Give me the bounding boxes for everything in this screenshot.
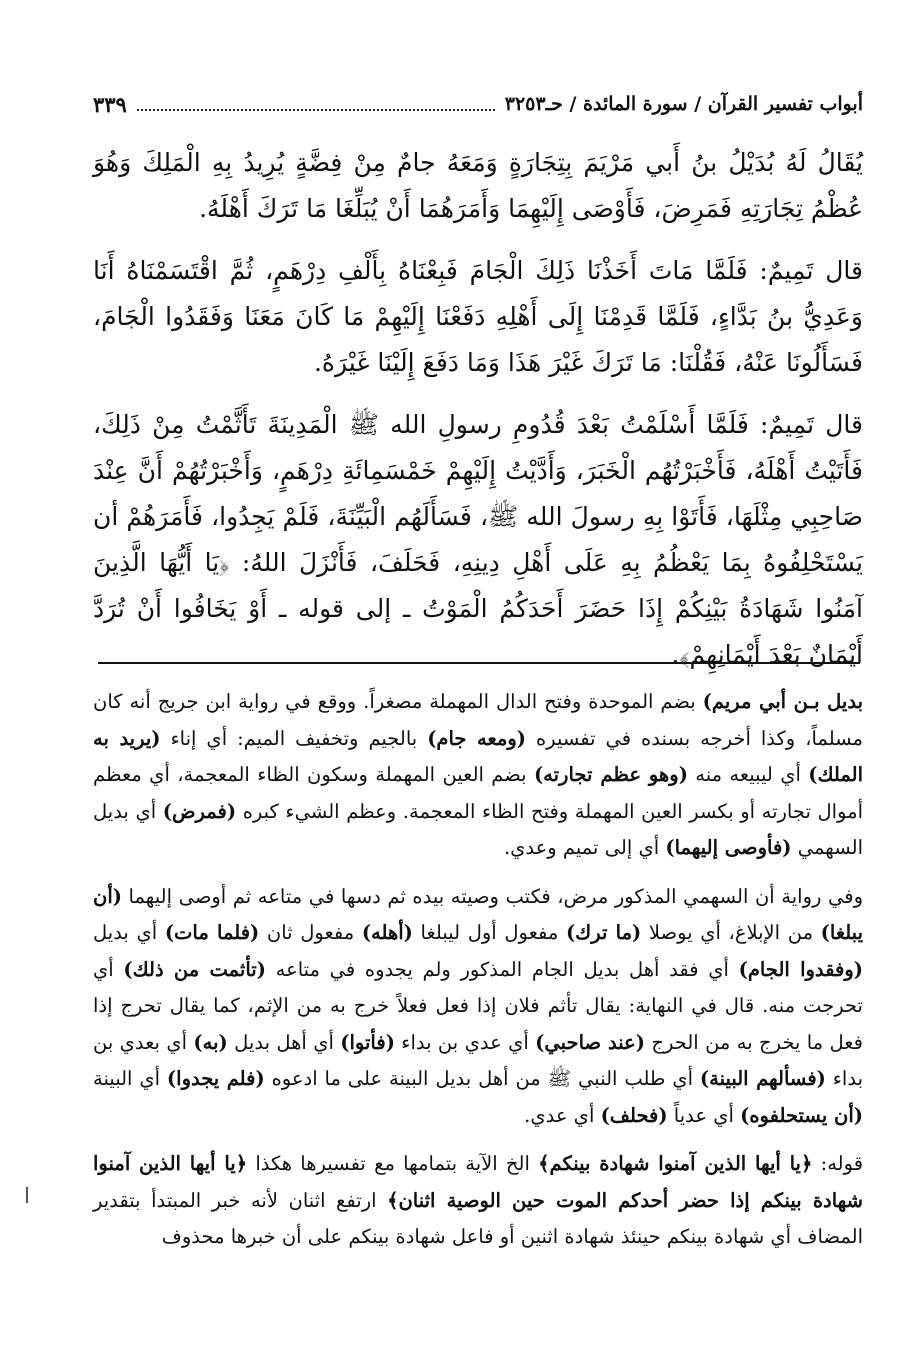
- bold-term: (ما ترك): [565, 921, 642, 944]
- commentary-run: أي بعدي بن بداء: [93, 1030, 864, 1090]
- bold-term: (وفقدوا الجام): [738, 957, 863, 981]
- commentary-run: بضم العين المهملة وسكون الظاء المعجمة، أي معظم أموال تجارته أو بكسر العين المهملة وفتح الظاء المعجمة. وعظم الشيء كبره: [93, 763, 863, 823]
- hadith-text: [93, 140, 863, 694]
- commentary-run: بضم الموحدة وفتح الدال المهملة مصغراً. ووقع في رواية ابن جريج أنه كان مسلماً، وكذا أخرجه بسنده في تفسيره: [93, 690, 863, 750]
- commentary-paragraph: [93, 1146, 863, 1256]
- commentary-run: أي بديل: [93, 921, 165, 944]
- bold-term: ﴿يا أيها الذين آمنوا شهادة بينكم﴾: [538, 1152, 813, 1175]
- bold-term: (فلم يجدوا): [166, 1067, 265, 1090]
- bold-term: (فلما مات): [164, 921, 260, 944]
- page-number: ٣٣٩: [93, 91, 127, 117]
- hadith-paragraph: قال تَمِيمٌ: فَلَمَّا أَسْلَمْتُ بَعْدَ قُدُومِ رسولِ الله ﷺ الْمَدِينَةَ تَأَثَّمْتُ مِنْ ذَلِكَ، فَأَتَيْتُ أَهْلَهُ، فَأَخْبَرْتُهُم الْخَبَرَ، وَأَدَّيْتُ إِلَيْهِمْ خَمْسَمِائَةِ دِرْهَمٍ، وَأَخْبَرْتُهُمْ أَنَّ عِنْدَ صَاحِبِي مِثْلَهَا، فَأَتَوْا بِهِ رسولَ الله ﷺ، فَسَأَلَهُم الْبَيِّنَةَ، فَلَمْ يَجِدُوا، فَأَمَرَهُمْ أن يَسْتَحْلِفُوهُ بِمَا يَعْظُمُ بِهِ عَلَى أَهْلِ دِينِهِ، فَحَلَفَ، فَأَنْزَلَ اللهُ: ﴿يَا أَيُّهَا الَّذِينَ آمَنُوا شَهَادَةُ بَيْنِكُمْ إِذَا حَضَرَ أَحَدَكُمُ الْمَوْتُ ـ إلى قوله ـ أَوْ يَخَافُوا أَنْ تُرَدَّ أَيْمَانٌ بَعْدَ أَيْمَانِهِمْ﴾.: [93, 410, 863, 669]
- bold-term: بديل بـن أبي مريم): [702, 690, 863, 713]
- hadith-paragraph: يُقَالُ لَهُ بُدَيْلُ بنُ أَبي مَرْيَمَ بِتِجَارَةٍ وَمَعَهُ جامٌ مِنْ فِضَّةٍ يُرِيدُ بِهِ الْمَلِكَ وَهُوَ عُظْمُ تِجَارَتِهِ فَمَرِضَ، فَأَوْصَى إِلَيْهِمَا وَأَمَرَهُمَا أَنْ يُبَلِّغَا مَا تَرَكَ أَهْلَهُ.: [93, 148, 863, 223]
- bold-term: (ومعه جام): [427, 726, 526, 750]
- bold-term: (أن يستحلفوه): [740, 1103, 863, 1127]
- bold-term: (به): [193, 1030, 228, 1054]
- bold-term: (تأثمت من ذلك): [123, 957, 266, 981]
- leader-dots: [137, 109, 495, 111]
- commentary-run: أي البينة: [93, 1067, 167, 1090]
- commentary-run: من الإبلاغ، أي يوصلا: [641, 921, 821, 944]
- hadith-paragraph: قال تَمِيمٌ: فَلَمَّا مَاتَ أَخَذْنَا ذَلِكَ الْجَامَ فَبِعْنَاهُ بِأَلْفِ دِرْهَمٍ، ثُمَّ اقْتَسَمْنَاهُ أَنَا وَعَدِيُّ بنُ بَدَّاءٍ، فَلَمَّا قَدِمْنَا إِلَى أَهْلِهِ دَفَعْنَا إِلَيْهِمْ مَا كَانَ مَعَنَا وَفَقَدُوا الْجَامَ، فَسَأَلُونَا عَنْهُ، فَقُلْنَا: مَا تَرَكَ غَيْرَ هَذَا وَمَا دَفَعَ إِلَيْنَا غَيْرَهُ.: [93, 256, 863, 377]
- commentary-run: أي ليبيعه منه: [687, 763, 809, 786]
- commentary-run: أي فقد أهل بديل الجام المذكور ولم يجدوه في متاعه: [265, 957, 739, 981]
- commentary-run: أي أهل بديل: [227, 1030, 341, 1054]
- commentary-run: الخ الآية بتمامها مع تفسيرها هكذا: [247, 1152, 539, 1175]
- footnote-divider: [98, 662, 860, 664]
- bold-term: (أن يبلغا): [93, 884, 863, 944]
- commentary-run: ارتفع اثنان لأنه خبر المبتدأ بتقدير المضاف أي شهادة بينكم حينئذ شهادة اثنين أو فاعل شهادة بينكم على أن خبرها محذوف: [93, 1188, 863, 1248]
- commentary-run: أي عدي بن بداء: [394, 1030, 536, 1054]
- commentary-run: مفعول ثان: [259, 921, 362, 944]
- commentary-text: [93, 684, 863, 1268]
- commentary-paragraph: [93, 879, 863, 1135]
- running-header: [93, 88, 863, 120]
- commentary-run: أي طلب النبي ﷺ من أهل بديل البينة على ما ادعوه: [264, 1067, 700, 1090]
- commentary-run: مفعول أول ليبلغا: [412, 921, 566, 944]
- bold-term: (فأوصى إليهما): [665, 836, 792, 859]
- bold-term: (فحلف): [600, 1103, 668, 1127]
- bold-term: (أهله): [361, 921, 413, 944]
- bold-term: (فمرض): [162, 799, 237, 823]
- commentary-run: أي تحرجت منه. قال في النهاية: يقال تأثم فلان إذا فعل فعلاً خرج به من الإثم، كما يقال تحرج إذا فعل ما يخرج به من الحرج: [93, 957, 864, 1054]
- bold-term: (عند صاحبي): [535, 1030, 646, 1054]
- commentary-run: أي عدي.: [524, 1103, 601, 1127]
- commentary-paragraph: [93, 684, 863, 867]
- bold-term: ﴿يا أيها الذين آمنوا شهادة بينكم إذا حضر أحدكم الموت حين الوصية اثنان﴾: [93, 1152, 863, 1212]
- bold-term: (وهو عظم تجارته): [533, 763, 688, 786]
- commentary-run: قوله:: [812, 1152, 864, 1175]
- commentary-run: وفي رواية أن السهمي المذكور مرض، فكتب وصيته بيده ثم دسها في متاعه ثم أوصى إليهما: [121, 884, 863, 908]
- margin-mark: [26, 1187, 28, 1203]
- commentary-run: أي إلى تميم وعدي.: [503, 836, 666, 859]
- commentary-run: أي عدياً: [667, 1103, 741, 1127]
- bold-term: (فأتوا): [340, 1030, 395, 1054]
- commentary-run: أي بديل السهمي: [93, 799, 863, 859]
- commentary-run: بالجيم وتخفيف الميم: أي إناء: [160, 726, 428, 750]
- bold-term: (يريد به الملك): [93, 726, 864, 786]
- bold-term: (فسألهم البينة): [699, 1067, 826, 1090]
- running-title: أبواب تفسير القرآن / سورة المائدة / حـ٣٢٥٣: [504, 93, 863, 115]
